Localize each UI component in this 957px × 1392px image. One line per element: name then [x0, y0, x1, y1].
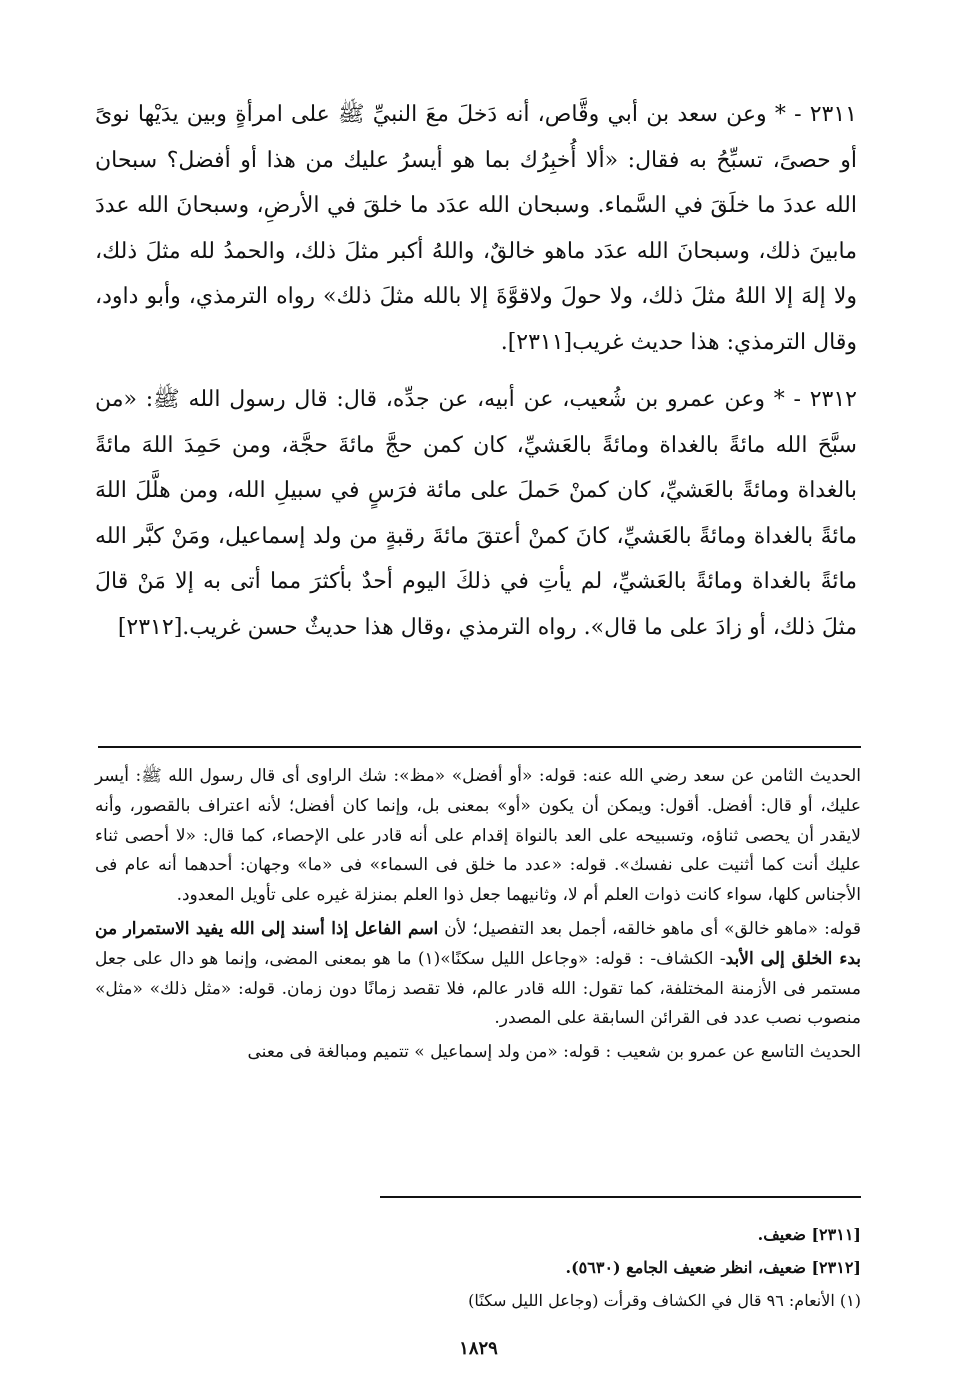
- hadith-2312: ٢٣١٢ - * وعن عمرو بن شُعيب، عن أبيه، عن جدِّه، قال: قال رسول الله ﷺ: «من سبَّحَ الله مائةً بالغداة ومائةً بالعَشيِّ، كان كمن حجَّ مائةَ حجَّة، ومن حَمِدَ اللهَ مائةً بالغداة ومائةً بالعَشيِّ، كان كمنْ حَملَ على مائة فرَسٍ في سبيلِ الله، ومن هلَّلَ اللهَ مائةً بالغداة ومائةً بالعَشيِّ، كانَ كمنْ أعتقَ مائةَ رقبةٍ من ولد إسماعيل، ومَنْ كبَّر الله مائةً بالغداة ومائةً بالعَشيِّ، لم يأتِ في ذلكَ اليوم أحدٌ بأكثرَ مما أتى به إلا مَنْ قالَ مثلَ ذلك، أو زادَ على ما قال». رواه الترمذي ،وقال هذا حديثٌ حسن غريب.[٢٣١٢]: [95, 387, 857, 640]
- page-number: ١٨٢٩: [459, 1338, 498, 1359]
- footnote: [٢٣١١] ضعيف.: [757, 1225, 861, 1244]
- commentary-paragraph: [95, 915, 861, 1034]
- commentary-paragraph: الحديث التاسع عن عمرو بن شعيب : قوله: «من ولد إسماعيل » تتميم ومبالغة فى معنى: [247, 1042, 861, 1063]
- footnote: (١) الأنعام: ٩٦ قال في الكشاف وقرأت (وجاعل الليل سكنًا): [468, 1291, 861, 1310]
- footnote-divider: [380, 1196, 861, 1198]
- commentary-text: قوله: «ماهو خالق» أى ماهو خالقه، أجمل بعد التفصيل؛ لأن: [438, 918, 862, 939]
- footnotes-section: [95, 1218, 861, 1317]
- commentary-emphasis: اسم الفاعل إذا أسند إلى الله يفيد الاستمرار من بدء الخلق إلى الأبد: [95, 918, 862, 969]
- commentary-divider: [98, 746, 861, 748]
- footnote: [٢٣١٢] ضعيف، انظر ضعيف الجامع (٥٦٣٠).: [565, 1258, 861, 1277]
- commentary-paragraph: الحديث الثامن عن سعد رضي الله عنه: قوله: «أو أفضل» «مظ»: شك الراوى أى قال رسول الله ﷺ: أيسر عليك، أو قال: أفضل. أقول: ويمكن أن يكون «أو» بمعنى بل، وإنما كان أفضل؛ لأنه اعتراف بالقصور، وأنه لايقدر أن يحصى ثناؤه، وتسبيحه على العد بالنواة إقدام على أنه قادر على الإحصاء، كما قال: «لا أحصى ثناء عليك أنت كما أثنيت على نفسك». قوله: «عدد ما خلق فى السماء» فى «ما» وجهان: أحدهما أنه عام فى الأجناس كلها، سواء كانت ذوات العلم أم لا، وثانيهما جعل ذوا العلم بمنزلة غيره على تأويل المعدود.: [95, 766, 861, 906]
- hadith-2311: ٢٣١١ - * وعن سعد بن أبي وقَّاص، أنه دَخلَ معَ النبيِّ ﷺ على امرأةٍ وبين يدَيْها نوىً أو حصىً، تسبِّحُ به فقال: «ألا أُخبِرُك بما هو أيسرُ عليك من هذا أو أفضل؟ سبحان الله عددَ ما خلَقَ في السَّماء. وسبحان الله عدَد ما خلقَ في الأرضِ، وسبحانَ الله عددَ مابينَ ذلك، وسبحانَ الله عدَد ماهو خالقٌ، واللهُ أكبر مثلَ ذلك، والحمدُ لله مثلَ ذلك، ولا إلهَ إلا اللهُ مثلَ ذلك، ولا حولَ ولاقوَّةَ إلا بالله مثلَ ذلك» رواه الترمذي، وأبو داود، وقال الترمذي: هذا حديث غريب[٢٣١١].: [95, 102, 857, 355]
- commentary-section: [95, 762, 861, 1072]
- hadith-text-section: [95, 92, 857, 662]
- commentary-text: - الكشاف- : قوله: «وجاعل الليل سكنًا»(١) ما هو بمعنى المضى، وإنما هو دال على جعل مستمر فى الأزمنة المختلفة، كما تقول: الله قادر عالم، فلا تقصد زمانًا دون زمان. قوله: «مثل ذلك» «مثل» منصوب نصب عدد فى القرائن السابقة على المصدر.: [95, 948, 861, 1029]
